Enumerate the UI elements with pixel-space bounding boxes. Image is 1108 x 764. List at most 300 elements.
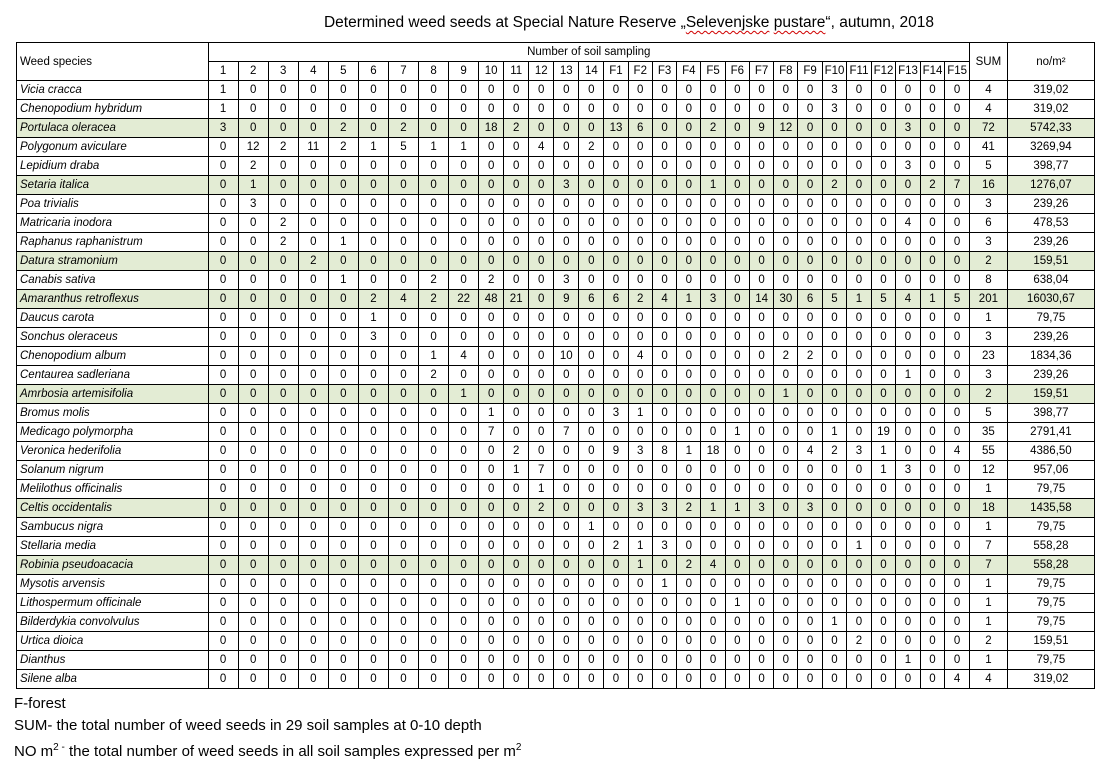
count-cell: 0 — [798, 233, 822, 252]
count-cell: 0 — [652, 176, 676, 195]
count-cell: 2 — [774, 347, 798, 366]
count-cell: 2 — [920, 176, 945, 195]
count-cell: 0 — [677, 271, 701, 290]
count-cell: 3 — [896, 119, 921, 138]
count-cell: 0 — [298, 290, 328, 309]
count-cell: 1 — [725, 594, 749, 613]
count-cell: 0 — [328, 499, 358, 518]
count-cell: 0 — [419, 613, 449, 632]
count-cell: 0 — [822, 271, 847, 290]
soil-sampling-group-header: Number of soil sampling — [208, 43, 969, 62]
count-cell: 0 — [847, 499, 872, 518]
count-cell: 0 — [798, 176, 822, 195]
count-cell: 0 — [749, 366, 773, 385]
count-cell: 0 — [822, 651, 847, 670]
count-cell: 0 — [358, 100, 388, 119]
note-perm2 — [14, 737, 521, 763]
count-cell: 3 — [604, 404, 628, 423]
table-row — [17, 252, 1095, 271]
count-cell: 0 — [896, 499, 921, 518]
count-cell: 0 — [298, 366, 328, 385]
perm2-cell: 638,04 — [1007, 271, 1094, 290]
count-cell: 0 — [604, 252, 628, 271]
count-cell: 0 — [388, 347, 418, 366]
count-cell: 0 — [798, 366, 822, 385]
count-cell: 1 — [419, 347, 449, 366]
table-row — [17, 575, 1095, 594]
count-cell: 0 — [479, 214, 504, 233]
note-perm2-sup: 2 - — [53, 742, 65, 753]
count-cell: 0 — [896, 328, 921, 347]
count-cell: 0 — [725, 651, 749, 670]
count-cell: 0 — [529, 328, 554, 347]
count-cell: 0 — [554, 404, 579, 423]
perm2-cell: 1276,07 — [1007, 176, 1094, 195]
count-cell: 4 — [449, 347, 479, 366]
count-cell: 0 — [479, 632, 504, 651]
count-cell: 0 — [449, 309, 479, 328]
count-cell: 0 — [419, 176, 449, 195]
count-cell: 0 — [529, 309, 554, 328]
sum-cell: 8 — [969, 271, 1007, 290]
count-cell: 0 — [920, 499, 945, 518]
count-cell: 18 — [479, 119, 504, 138]
count-cell: 0 — [238, 537, 268, 556]
sample-column-header: F3 — [652, 62, 676, 81]
count-cell: 0 — [579, 404, 604, 423]
count-cell: 0 — [388, 556, 418, 575]
count-cell: 0 — [579, 81, 604, 100]
count-cell: 0 — [419, 423, 449, 442]
species-name-cell: Datura stramonium — [17, 252, 209, 271]
species-column-header: Weed species — [17, 43, 209, 81]
count-cell: 0 — [208, 575, 238, 594]
count-cell: 0 — [677, 594, 701, 613]
count-cell: 1 — [628, 404, 652, 423]
count-cell: 0 — [504, 271, 529, 290]
count-cell: 0 — [504, 575, 529, 594]
count-cell: 0 — [554, 499, 579, 518]
count-cell: 0 — [847, 233, 872, 252]
count-cell: 0 — [449, 556, 479, 575]
count-cell: 0 — [529, 385, 554, 404]
sum-cell: 6 — [969, 214, 1007, 233]
note-perm2-prefix: NO m — [14, 743, 54, 760]
count-cell: 0 — [798, 575, 822, 594]
count-cell: 0 — [847, 100, 872, 119]
sample-column-header: F8 — [774, 62, 798, 81]
count-cell: 0 — [328, 594, 358, 613]
count-cell: 0 — [554, 252, 579, 271]
count-cell: 0 — [328, 385, 358, 404]
count-cell: 0 — [419, 556, 449, 575]
count-cell: 0 — [208, 537, 238, 556]
count-cell: 0 — [945, 537, 970, 556]
count-cell: 0 — [725, 404, 749, 423]
count-cell: 0 — [298, 575, 328, 594]
count-cell: 0 — [579, 328, 604, 347]
count-cell: 0 — [749, 632, 773, 651]
count-cell: 0 — [298, 347, 328, 366]
sample-column-header: 6 — [358, 62, 388, 81]
count-cell: 1 — [238, 176, 268, 195]
table-row — [17, 632, 1095, 651]
header-row-top — [17, 43, 1095, 62]
count-cell: 0 — [268, 575, 298, 594]
count-cell: 3 — [896, 157, 921, 176]
count-cell: 2 — [298, 252, 328, 271]
count-cell: 0 — [652, 518, 676, 537]
table-row — [17, 328, 1095, 347]
count-cell: 0 — [920, 670, 945, 689]
count-cell: 0 — [822, 347, 847, 366]
count-cell: 0 — [652, 347, 676, 366]
count-cell: 0 — [652, 651, 676, 670]
count-cell: 0 — [328, 461, 358, 480]
species-name-cell: Amaranthus retroflexus — [17, 290, 209, 309]
count-cell: 0 — [701, 613, 725, 632]
title-reserve-b: pustare — [773, 14, 826, 31]
count-cell: 0 — [388, 594, 418, 613]
perm2-cell: 159,51 — [1007, 632, 1094, 651]
count-cell: 0 — [896, 233, 921, 252]
count-cell: 0 — [449, 176, 479, 195]
count-cell: 0 — [554, 670, 579, 689]
count-cell: 4 — [945, 670, 970, 689]
table-row — [17, 613, 1095, 632]
count-cell: 0 — [774, 670, 798, 689]
count-cell: 0 — [268, 385, 298, 404]
count-cell: 0 — [298, 328, 328, 347]
count-cell: 0 — [529, 651, 554, 670]
count-cell: 0 — [449, 461, 479, 480]
count-cell: 0 — [529, 670, 554, 689]
count-cell: 0 — [554, 81, 579, 100]
count-cell: 0 — [920, 613, 945, 632]
species-name-cell: Amrbosia artemisifolia — [17, 385, 209, 404]
count-cell: 0 — [268, 594, 298, 613]
count-cell: 0 — [701, 214, 725, 233]
count-cell: 0 — [449, 613, 479, 632]
count-cell: 0 — [298, 556, 328, 575]
count-cell: 0 — [945, 518, 970, 537]
count-cell: 0 — [579, 461, 604, 480]
sum-cell: 1 — [969, 594, 1007, 613]
count-cell: 3 — [798, 499, 822, 518]
count-cell: 0 — [822, 670, 847, 689]
count-cell: 0 — [701, 670, 725, 689]
count-cell: 10 — [554, 347, 579, 366]
count-cell: 0 — [822, 138, 847, 157]
count-cell: 1 — [579, 518, 604, 537]
count-cell: 0 — [358, 347, 388, 366]
count-cell: 0 — [479, 613, 504, 632]
count-cell: 1 — [652, 575, 676, 594]
count-cell: 0 — [449, 575, 479, 594]
count-cell: 0 — [419, 499, 449, 518]
count-cell: 0 — [896, 81, 921, 100]
count-cell: 0 — [847, 176, 872, 195]
note-perm2-mid: the total number of weed seeds in all soil samples expressed per m — [64, 743, 516, 760]
count-cell: 0 — [449, 271, 479, 290]
count-cell: 0 — [945, 214, 970, 233]
count-cell: 1 — [920, 290, 945, 309]
count-cell: 2 — [504, 442, 529, 461]
count-cell: 0 — [798, 613, 822, 632]
count-cell: 0 — [871, 195, 896, 214]
perm2-cell: 5742,33 — [1007, 119, 1094, 138]
count-cell: 0 — [419, 252, 449, 271]
count-cell: 0 — [479, 499, 504, 518]
count-cell: 0 — [871, 157, 896, 176]
count-cell: 0 — [798, 252, 822, 271]
count-cell: 0 — [328, 195, 358, 214]
count-cell: 0 — [268, 556, 298, 575]
count-cell: 0 — [604, 176, 628, 195]
count-cell: 0 — [604, 309, 628, 328]
count-cell: 0 — [677, 138, 701, 157]
count-cell: 0 — [945, 651, 970, 670]
count-cell: 0 — [208, 499, 238, 518]
count-cell: 2 — [419, 271, 449, 290]
count-cell: 0 — [449, 195, 479, 214]
count-cell: 0 — [677, 214, 701, 233]
count-cell: 0 — [920, 328, 945, 347]
sum-cell: 41 — [969, 138, 1007, 157]
count-cell: 0 — [725, 518, 749, 537]
sum-cell: 5 — [969, 404, 1007, 423]
count-cell: 0 — [725, 309, 749, 328]
count-cell: 0 — [847, 138, 872, 157]
count-cell: 0 — [871, 252, 896, 271]
count-cell: 0 — [328, 537, 358, 556]
count-cell: 0 — [419, 328, 449, 347]
count-cell: 0 — [871, 404, 896, 423]
count-cell: 0 — [504, 385, 529, 404]
count-cell: 0 — [749, 404, 773, 423]
count-cell: 0 — [677, 309, 701, 328]
count-cell: 0 — [774, 271, 798, 290]
count-cell: 0 — [652, 404, 676, 423]
count-cell: 0 — [604, 518, 628, 537]
count-cell: 0 — [749, 537, 773, 556]
count-cell: 0 — [479, 575, 504, 594]
count-cell: 3 — [822, 81, 847, 100]
count-cell: 0 — [920, 233, 945, 252]
count-cell: 0 — [847, 366, 872, 385]
sample-column-header: 9 — [449, 62, 479, 81]
count-cell: 0 — [945, 347, 970, 366]
count-cell: 0 — [604, 385, 628, 404]
sample-column-header: 1 — [208, 62, 238, 81]
species-name-cell: Urtica dioica — [17, 632, 209, 651]
count-cell: 0 — [871, 366, 896, 385]
count-cell: 0 — [822, 461, 847, 480]
count-cell: 0 — [268, 442, 298, 461]
count-cell: 0 — [920, 252, 945, 271]
count-cell: 1 — [358, 309, 388, 328]
perm2-cell: 239,26 — [1007, 233, 1094, 252]
count-cell: 0 — [388, 271, 418, 290]
count-cell: 0 — [419, 404, 449, 423]
sum-cell: 3 — [969, 233, 1007, 252]
count-cell: 4 — [896, 214, 921, 233]
count-cell: 0 — [268, 366, 298, 385]
count-cell: 0 — [268, 613, 298, 632]
count-cell: 0 — [358, 575, 388, 594]
count-cell: 0 — [871, 613, 896, 632]
count-cell: 0 — [945, 423, 970, 442]
count-cell: 0 — [749, 100, 773, 119]
count-cell: 0 — [328, 81, 358, 100]
count-cell: 0 — [358, 119, 388, 138]
count-cell: 0 — [847, 613, 872, 632]
count-cell: 0 — [479, 347, 504, 366]
count-cell: 4 — [701, 556, 725, 575]
count-cell: 0 — [529, 442, 554, 461]
count-cell: 0 — [208, 594, 238, 613]
count-cell: 0 — [529, 233, 554, 252]
species-name-cell: Canabis sativa — [17, 271, 209, 290]
count-cell: 0 — [847, 404, 872, 423]
perm2-cell: 957,06 — [1007, 461, 1094, 480]
count-cell: 0 — [701, 651, 725, 670]
count-cell: 0 — [238, 233, 268, 252]
species-name-cell: Solanum nigrum — [17, 461, 209, 480]
count-cell: 0 — [449, 518, 479, 537]
perm2-cell: 4386,50 — [1007, 442, 1094, 461]
count-cell: 0 — [449, 632, 479, 651]
count-cell: 0 — [920, 480, 945, 499]
count-cell: 0 — [419, 537, 449, 556]
count-cell: 0 — [798, 480, 822, 499]
count-cell: 0 — [920, 632, 945, 651]
count-cell: 2 — [579, 138, 604, 157]
count-cell: 3 — [208, 119, 238, 138]
count-cell: 0 — [388, 309, 418, 328]
count-cell: 0 — [579, 100, 604, 119]
perm2-cell: 79,75 — [1007, 575, 1094, 594]
count-cell: 0 — [628, 594, 652, 613]
count-cell: 0 — [822, 328, 847, 347]
count-cell: 0 — [896, 271, 921, 290]
species-name-cell: Portulaca oleracea — [17, 119, 209, 138]
perm2-cell: 558,28 — [1007, 537, 1094, 556]
count-cell: 0 — [822, 385, 847, 404]
count-cell: 0 — [268, 537, 298, 556]
table-row — [17, 157, 1095, 176]
count-cell: 0 — [677, 81, 701, 100]
count-cell: 0 — [725, 195, 749, 214]
count-cell: 0 — [579, 632, 604, 651]
count-cell: 0 — [652, 100, 676, 119]
count-cell: 0 — [701, 518, 725, 537]
count-cell: 0 — [725, 138, 749, 157]
count-cell: 0 — [701, 309, 725, 328]
count-cell: 0 — [725, 556, 749, 575]
species-name-cell: Celtis occidentalis — [17, 499, 209, 518]
count-cell: 0 — [604, 81, 628, 100]
count-cell: 0 — [388, 328, 418, 347]
count-cell: 0 — [238, 499, 268, 518]
count-cell: 0 — [298, 233, 328, 252]
count-cell: 0 — [652, 252, 676, 271]
count-cell: 0 — [504, 157, 529, 176]
sum-column-header: SUM — [969, 43, 1007, 81]
count-cell: 0 — [208, 252, 238, 271]
count-cell: 0 — [419, 594, 449, 613]
sample-column-header: F9 — [798, 62, 822, 81]
count-cell: 0 — [604, 214, 628, 233]
count-cell: 0 — [479, 556, 504, 575]
count-cell: 0 — [945, 271, 970, 290]
count-cell: 0 — [847, 271, 872, 290]
species-name-cell: Veronica hederifolia — [17, 442, 209, 461]
count-cell: 0 — [529, 632, 554, 651]
count-cell: 0 — [920, 575, 945, 594]
count-cell: 0 — [208, 442, 238, 461]
count-cell: 0 — [604, 499, 628, 518]
count-cell: 0 — [579, 670, 604, 689]
count-cell: 0 — [677, 480, 701, 499]
species-name-cell: Chenopodium album — [17, 347, 209, 366]
count-cell: 0 — [529, 157, 554, 176]
count-cell: 0 — [358, 461, 388, 480]
count-cell: 0 — [896, 138, 921, 157]
count-cell: 0 — [677, 632, 701, 651]
species-name-cell: Bilderdykia convolvulus — [17, 613, 209, 632]
count-cell: 0 — [268, 252, 298, 271]
count-cell: 0 — [208, 138, 238, 157]
count-cell: 0 — [749, 575, 773, 594]
count-cell: 0 — [328, 651, 358, 670]
count-cell: 0 — [822, 556, 847, 575]
footnotes — [14, 693, 521, 763]
count-cell: 0 — [798, 157, 822, 176]
count-cell: 0 — [628, 138, 652, 157]
count-cell: 0 — [328, 290, 358, 309]
count-cell: 0 — [579, 385, 604, 404]
sample-column-header: 14 — [579, 62, 604, 81]
sum-cell: 4 — [969, 100, 1007, 119]
count-cell: 0 — [701, 271, 725, 290]
count-cell: 0 — [896, 556, 921, 575]
perm2-cell: 319,02 — [1007, 670, 1094, 689]
count-cell: 0 — [749, 157, 773, 176]
count-cell: 0 — [652, 328, 676, 347]
title-suffix: “, autumn, 2018 — [825, 14, 934, 31]
count-cell: 0 — [208, 214, 238, 233]
count-cell: 0 — [896, 385, 921, 404]
count-cell: 0 — [298, 100, 328, 119]
count-cell: 0 — [328, 575, 358, 594]
count-cell: 0 — [554, 442, 579, 461]
count-cell: 0 — [628, 309, 652, 328]
count-cell: 1 — [449, 385, 479, 404]
count-cell: 0 — [701, 537, 725, 556]
count-cell: 0 — [798, 594, 822, 613]
count-cell: 1 — [701, 499, 725, 518]
perm2-cell: 16030,67 — [1007, 290, 1094, 309]
sample-column-header: 8 — [419, 62, 449, 81]
count-cell: 0 — [504, 328, 529, 347]
table-row — [17, 119, 1095, 138]
count-cell: 0 — [920, 366, 945, 385]
table-body — [17, 81, 1095, 689]
count-cell: 2 — [798, 347, 822, 366]
count-cell: 0 — [749, 423, 773, 442]
count-cell: 0 — [604, 651, 628, 670]
